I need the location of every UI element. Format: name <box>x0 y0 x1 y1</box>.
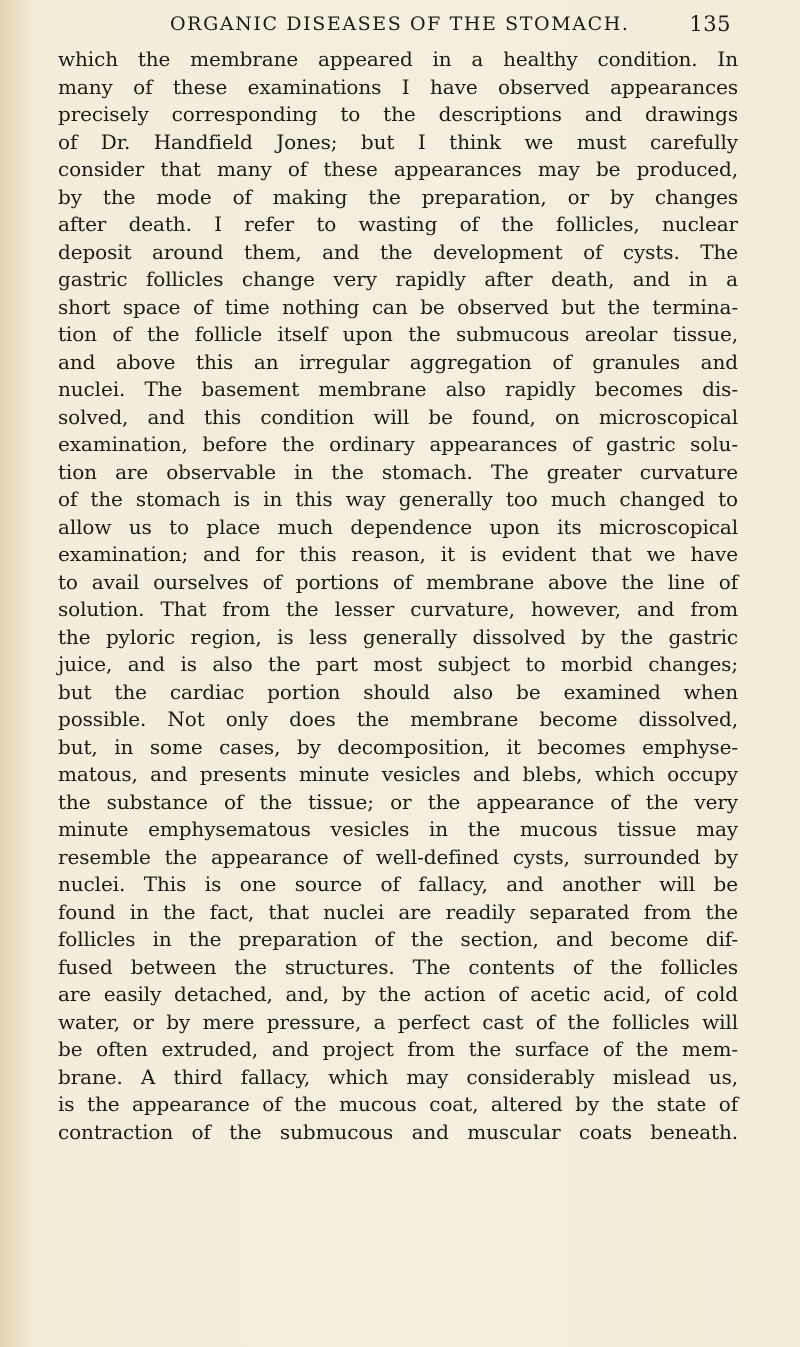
text-line: to avail ourselves of portions of membrane above the line of <box>58 569 738 594</box>
page-gutter-shadow <box>0 0 30 1347</box>
text-line: precisely corresponding to the descriptions and drawings <box>58 102 738 126</box>
text-line: possible. Not only does the membrane become dissolved, <box>58 707 738 731</box>
text-line: allow us to place much dependence upon its microscopical <box>58 514 738 539</box>
page-number: 135 <box>689 12 731 36</box>
text-line: fused between the structures. The contents of the follicles <box>58 954 738 979</box>
text-line: the substance of the tissue; or the appearance of the very <box>58 789 738 814</box>
text-line: follicles in the preparation of the section, and become dif- <box>58 927 738 951</box>
text-line: gastric follicles change very rapidly after death, and in a <box>58 267 738 291</box>
text-line: juice, and is also the part most subject to morbid changes; <box>58 652 738 676</box>
text-line: and above this an irregular aggregation of granules and <box>58 349 738 374</box>
text-line: consider that many of these appearances may be produced, <box>58 157 738 181</box>
text-line: of the stomach is in this way generally too much changed to <box>58 487 738 511</box>
text-line: deposit around them, and the development of cysts. The <box>58 239 738 264</box>
text-line: solved, and this condition will be found, on microscopical <box>58 404 738 429</box>
text-line: nuclei. This is one source of fallacy, and another will be <box>58 872 738 896</box>
text-line: contraction of the submucous and muscular coats beneath. <box>58 1119 738 1144</box>
text-line: but, in some cases, by decomposition, it becomes emphyse- <box>58 734 738 759</box>
text-line: solution. That from the lesser curvature, however, and from <box>58 597 738 621</box>
text-line: tion of the follicle itself upon the submucous areolar tissue, <box>58 322 738 346</box>
text-line: many of these examinations I have observed appearances <box>58 74 738 99</box>
text-line: examination; and for this reason, it is evident that we have <box>58 542 738 566</box>
text-line: by the mode of making the preparation, or by changes <box>58 184 738 209</box>
text-line: found in the fact, that nuclei are readily separated from the <box>58 899 738 924</box>
text-line: short space of time nothing can be observed but the termina- <box>58 294 738 319</box>
text-line: be often extruded, and project from the surface of the mem- <box>58 1037 738 1061</box>
body-text <box>58 46 738 1146</box>
text-line: of Dr. Handfield Jones; but I think we must carefully <box>58 129 738 154</box>
running-head: ORGANIC DISEASES OF THE STOMACH. <box>170 13 630 35</box>
text-line: examination, before the ordinary appearances of gastric solu- <box>58 432 738 456</box>
text-line: nuclei. The basement membrane also rapidly becomes dis- <box>58 377 738 401</box>
text-line: brane. A third fallacy, which may considerably mislead us, <box>58 1064 738 1089</box>
text-line: but the cardiac portion should also be examined when <box>58 679 738 704</box>
text-line: minute emphysematous vesicles in the mucous tissue may <box>58 817 738 841</box>
text-line: is the appearance of the mucous coat, altered by the state of <box>58 1092 738 1116</box>
text-line: resemble the appearance of well-defined cysts, surrounded by <box>58 844 738 869</box>
text-line: are easily detached, and, by the action of acetic acid, of cold <box>58 982 738 1006</box>
text-line: water, or by mere pressure, a perfect cast of the follicles will <box>58 1009 738 1034</box>
text-line: matous, and presents minute vesicles and blebs, which occupy <box>58 762 738 786</box>
text-line: tion are observable in the stomach. The greater curvature <box>58 459 738 484</box>
text-line: the pyloric region, is less generally dissolved by the gastric <box>58 624 738 649</box>
text-line: after death. I refer to wasting of the follicles, nuclear <box>58 212 738 236</box>
text-line: which the membrane appeared in a healthy condition. In <box>58 47 738 71</box>
